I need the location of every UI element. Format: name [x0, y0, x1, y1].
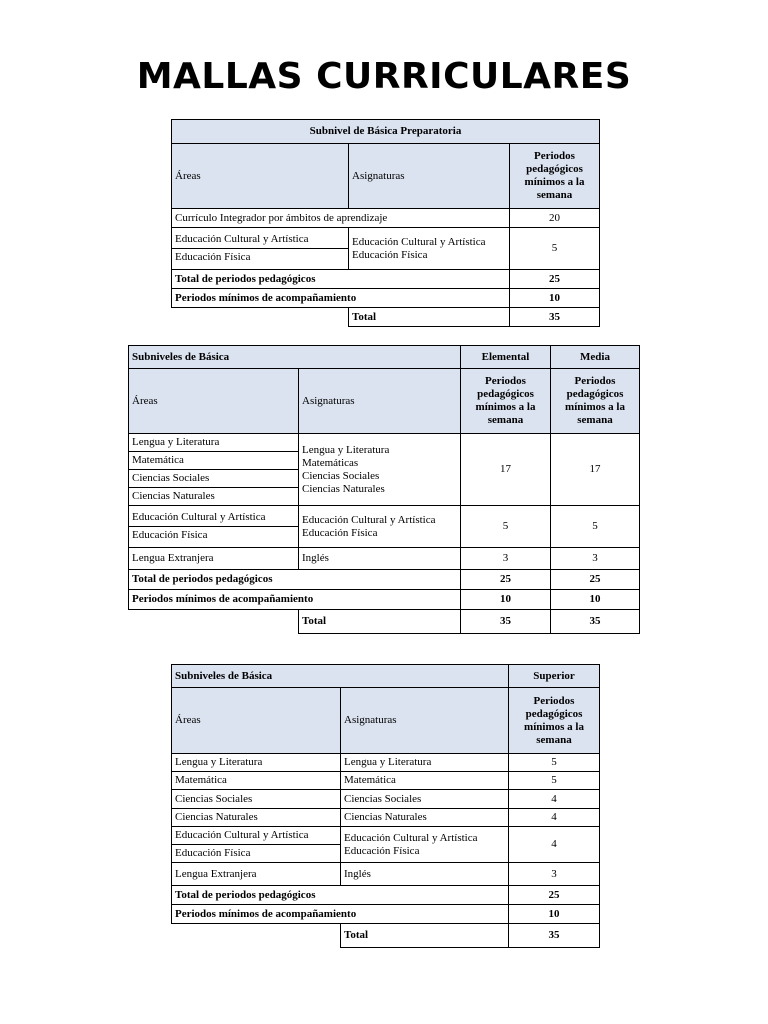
col-asignaturas: Asignaturas [349, 144, 510, 209]
table-row [172, 809, 600, 827]
value-cell: 4 [509, 790, 600, 809]
grand-total-label: Total [349, 308, 510, 327]
ingles-elemental-value: 3 [461, 548, 551, 570]
col-asignaturas: Asignaturas [299, 369, 461, 434]
acompanamiento-label: Periodos mínimos de acompañamiento [129, 590, 461, 610]
col-areas: Áreas [172, 688, 341, 754]
g2-media-value: 5 [551, 506, 640, 548]
area-cell: Matemática [172, 772, 341, 790]
col-media: Media [551, 346, 640, 369]
table-header: Subniveles de Básica [129, 346, 461, 369]
area-cultural: Educación Cultural y Artística [175, 233, 309, 245]
col-areas: Áreas [172, 144, 349, 209]
asig-ingles: Inglés [299, 548, 461, 570]
g2-value: 4 [509, 827, 600, 863]
value-cell: 4 [509, 809, 600, 827]
row-cultural-value: 5 [510, 228, 600, 270]
grand-total-value: 35 [509, 924, 600, 948]
area-naturales: Ciencias Naturales [129, 487, 298, 505]
total-label: Total de periodos pedagógicos [172, 886, 509, 905]
area-cell: Ciencias Sociales [172, 790, 341, 809]
asig-fisica: Educación Física [302, 526, 378, 539]
col-asignaturas: Asignaturas [341, 688, 509, 754]
total-value: 25 [509, 886, 600, 905]
col-periodos-elemental: Periodos pedagógicos mínimos a la semana [461, 369, 551, 434]
g1-elemental-value: 17 [461, 434, 551, 506]
total-label: Total de periodos pedagógicos [172, 270, 510, 289]
asig-fisica: Educación Física [352, 248, 428, 261]
total-elemental-value: 25 [461, 570, 551, 590]
area-cell: Lengua y Literatura [172, 754, 341, 772]
row-curriculo-label: Currículo Integrador por ámbitos de aprendizaje [172, 209, 510, 228]
grand-total-media-value: 35 [551, 610, 640, 634]
total-media-value: 25 [551, 570, 640, 590]
asig-cell: Lengua y Literatura [341, 754, 509, 772]
asig-cultural: Educación Cultural y Artística [344, 831, 478, 844]
asig-cell: Ciencias Sociales [341, 790, 509, 809]
table-header: Subnivel de Básica Preparatoria [172, 120, 600, 144]
area-lengua-extranjera: Lengua Extranjera [129, 548, 299, 570]
asig-cell: Matemática [341, 772, 509, 790]
table-row [172, 772, 600, 790]
table-row [172, 790, 600, 809]
asig-cell: Ciencias Naturales [341, 809, 509, 827]
acompanamiento-value: 10 [509, 905, 600, 924]
area-lengua-extranjera: Lengua Extranjera [172, 863, 341, 886]
area-lengua: Lengua y Literatura [132, 436, 220, 448]
area-fisica: Educación Física [172, 844, 340, 862]
value-cell: 5 [509, 754, 600, 772]
area-cultural: Educación Cultural y Artística [175, 829, 309, 841]
area-sociales: Ciencias Sociales [129, 469, 298, 487]
grand-total-label: Total [299, 610, 461, 634]
total-label: Total de periodos pedagógicos [129, 570, 461, 590]
asig-sociales: Ciencias Sociales [302, 469, 380, 482]
ingles-value: 3 [509, 863, 600, 886]
ingles-media-value: 3 [551, 548, 640, 570]
col-periodos: Periodos pedagógicos mínimos a la semana [510, 144, 600, 209]
asig-ingles: Inglés [341, 863, 509, 886]
asig-naturales: Ciencias Naturales [302, 482, 385, 495]
g2-elemental-value: 5 [461, 506, 551, 548]
area-cultural: Educación Cultural y Artística [132, 511, 266, 523]
acompanamiento-elemental-value: 10 [461, 590, 551, 610]
grand-total-value: 35 [510, 308, 600, 327]
area-matematica: Matemática [129, 451, 298, 469]
row-curriculo-value: 20 [510, 209, 600, 228]
col-areas: Áreas [129, 369, 299, 434]
col-elemental: Elemental [461, 346, 551, 369]
col-periodos: Periodos pedagógicos mínimos a la semana [509, 688, 600, 754]
page-title: MALLAS CURRICULARES [136, 56, 632, 97]
table-row [172, 754, 600, 772]
table-header: Subniveles de Básica [172, 665, 509, 688]
table-basica-elemental-media [128, 345, 640, 634]
acompanamiento-value: 10 [510, 289, 600, 308]
table-basica-preparatoria [171, 119, 600, 327]
table-basica-superior [171, 664, 600, 948]
acompanamiento-label: Periodos mínimos de acompañamiento [172, 289, 510, 308]
area-fisica: Educación Física [129, 526, 298, 544]
acompanamiento-label: Periodos mínimos de acompañamiento [172, 905, 509, 924]
asig-fisica: Educación Física [344, 844, 420, 857]
asig-cultural: Educación Cultural y Artística [352, 235, 486, 248]
asig-cultural: Educación Cultural y Artística [302, 513, 436, 526]
asig-lengua: Lengua y Literatura [302, 443, 390, 456]
area-cell: Ciencias Naturales [172, 809, 341, 827]
total-value: 25 [510, 270, 600, 289]
col-periodos-media: Periodos pedagógicos mínimos a la semana [551, 369, 640, 434]
acompanamiento-media-value: 10 [551, 590, 640, 610]
grand-total-label: Total [341, 924, 509, 948]
area-fisica: Educación Física [172, 248, 348, 266]
g1-media-value: 17 [551, 434, 640, 506]
asig-matematicas: Matemáticas [302, 456, 359, 469]
col-superior: Superior [509, 665, 600, 688]
value-cell: 5 [509, 772, 600, 790]
grand-total-elemental-value: 35 [461, 610, 551, 634]
